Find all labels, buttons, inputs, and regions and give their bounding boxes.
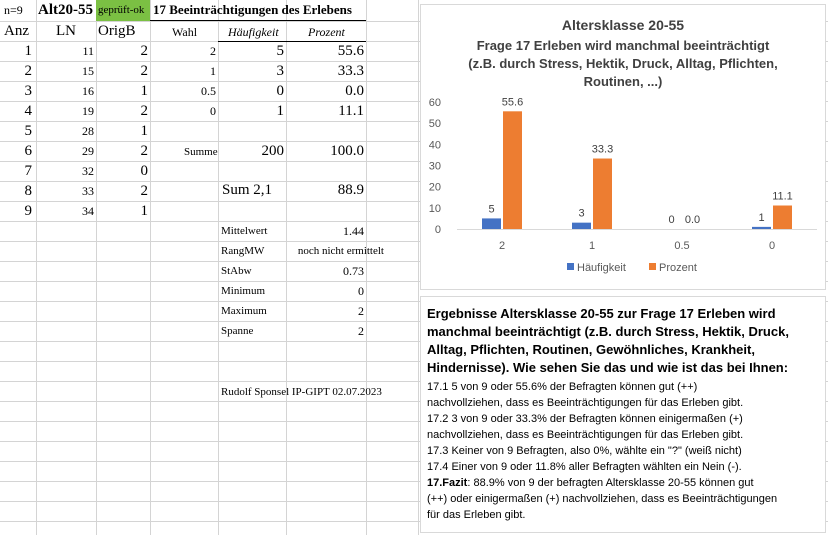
summe-prozent[interactable]: 100.0 (330, 143, 364, 159)
results-line: 17.2 3 von 9 oder 33.3% der Befragten können einigermaßen (+) (427, 413, 743, 425)
row-origb[interactable]: 2 (140, 183, 148, 199)
freq-prozent[interactable]: 55.6 (337, 43, 364, 59)
data-label: 55.6 (501, 96, 524, 109)
sum21-label[interactable]: Sum 2,1 (222, 182, 273, 198)
results-line: nachvollziehen, dass es Beeinträchtigungen für das Erleben gibt. (427, 397, 744, 409)
stat-value[interactable]: 1.44 (343, 224, 364, 238)
bar-haeufigkeit (482, 218, 501, 229)
y-tick-label: 40 (428, 139, 441, 152)
results-line: nachvollziehen, dass es Beeinträchtigungen für das Erleben gibt. (427, 429, 744, 441)
col-prozent[interactable]: Prozent (308, 25, 345, 39)
stat-value[interactable]: 0 (358, 284, 364, 298)
row-ln[interactable]: 34 (82, 204, 94, 218)
x-tick-label: 0 (768, 240, 776, 252)
freq-wahl[interactable]: 2 (210, 44, 216, 58)
freq-wahl[interactable]: 1 (210, 64, 216, 78)
data-label: 0 (668, 214, 675, 226)
row-ln[interactable]: 11 (82, 44, 94, 58)
row-ln[interactable]: 32 (82, 164, 94, 178)
col-haeufigkeit[interactable]: Häufigkeit (228, 25, 279, 39)
freq-prozent[interactable]: 11.1 (338, 103, 364, 119)
freq-wahl[interactable]: 0.5 (201, 84, 216, 98)
row-origb[interactable]: 2 (140, 103, 148, 119)
chart-subtitle-line-3: Routinen, ...) (583, 74, 663, 89)
n-count[interactable]: n=9 (4, 3, 23, 17)
row-origb[interactable]: 1 (140, 83, 148, 99)
row-ln[interactable]: 29 (82, 144, 94, 158)
data-label: 5 (488, 203, 495, 216)
sheet-title[interactable]: 17 Beeinträchtigungen des Erlebens (153, 2, 352, 17)
freq-haeufigkeit[interactable]: 0 (276, 83, 284, 99)
row-anz[interactable]: 5 (24, 123, 32, 139)
chart-subtitle-line-1: Frage 17 Erleben wird manchmal beeinträchtigt (476, 38, 770, 53)
col-wahl[interactable]: Wahl (172, 25, 198, 39)
summe-haeufigkeit[interactable]: 200 (261, 143, 284, 159)
results-textbox[interactable] (420, 296, 826, 533)
row-anz[interactable]: 3 (24, 83, 32, 99)
fazit-label: 17.Fazit (427, 477, 468, 489)
fazit-line: (++) oder einigermaßen (+) nachvollziehen, dass es Beeinträchtigungen (427, 493, 778, 505)
y-tick-label: 50 (428, 118, 441, 131)
bar-haeufigkeit (752, 227, 771, 229)
bar-chart[interactable] (420, 4, 826, 290)
stat-label[interactable]: Minimum (221, 285, 266, 297)
data-label: 11.1 (772, 190, 793, 203)
title-underline (150, 20, 366, 21)
freq-haeufigkeit[interactable]: 1 (276, 103, 284, 119)
stat-label[interactable]: StAbw (221, 265, 252, 277)
fazit-line (427, 475, 823, 491)
row-anz[interactable]: 6 (24, 143, 32, 159)
freq-haeufigkeit[interactable]: 3 (276, 63, 284, 79)
data-label: 3 (578, 207, 585, 220)
results-heading: Ergebnisse Altersklasse 20-55 zur Frage 17 Erleben wird manchmal beeinträchtigt (z.B. durch Stress, Hektik, Druck, Alltag, Pflichten, Routinen, Gewöhnliches, Krankheit, Hindernisse). Wie sehen Sie das und wie ist das bei Ihnen: (427, 306, 789, 375)
group-label[interactable]: Alt20-55 (38, 2, 93, 18)
stat-value[interactable]: noch nicht ermittelt (297, 245, 384, 257)
data-label: 33.3 (591, 143, 614, 156)
row-ln[interactable]: 28 (82, 124, 94, 138)
stat-label[interactable]: Maximum (221, 305, 267, 317)
legend-swatch (567, 263, 574, 270)
data-label: 1 (758, 211, 765, 224)
col-ln[interactable]: LN (56, 23, 76, 39)
y-tick-label: 60 (428, 97, 441, 109)
sum21-value[interactable]: 88.9 (337, 182, 364, 198)
summe-label[interactable]: Summe (184, 146, 218, 158)
row-anz[interactable]: 1 (24, 43, 32, 59)
row-ln[interactable]: 19 (82, 104, 94, 118)
x-tick-label: 2 (498, 240, 506, 252)
row-ln[interactable]: 16 (82, 84, 94, 98)
stat-label[interactable]: Spanne (221, 325, 254, 337)
data-label: 0.0 (684, 214, 701, 226)
x-tick-label: 0.5 (674, 240, 690, 252)
col-origb[interactable]: OrigB (98, 23, 136, 39)
row-ln[interactable]: 15 (82, 64, 94, 78)
legend-swatch (649, 263, 656, 270)
results-line: 17.4 Einer von 9 oder 11.8% aller Befragten wählten ein Nein (-). (427, 461, 742, 473)
y-tick-label: 30 (428, 160, 441, 173)
bar-prozent (593, 159, 612, 229)
legend-entry: Häufigkeit (577, 262, 626, 274)
stat-label[interactable]: RangMW (221, 245, 265, 257)
chart-title: Altersklasse 20-55 (561, 17, 685, 33)
freq-prozent[interactable]: 33.3 (337, 63, 364, 79)
stat-label[interactable]: Mittelwert (221, 225, 268, 237)
x-tick-label: 1 (588, 240, 596, 252)
author-line[interactable]: Rudolf Sponsel IP-GIPT 02.07.2023 (221, 386, 382, 398)
row-origb[interactable]: 1 (140, 203, 148, 219)
stat-value[interactable]: 2 (358, 324, 364, 338)
stat-value[interactable]: 0.73 (343, 264, 364, 278)
row-anz[interactable]: 7 (24, 163, 32, 179)
row-anz[interactable]: 9 (24, 203, 32, 219)
fazit-text: : 88.9% von 9 der befragten Altersklasse 20-55 können gut (467, 477, 754, 489)
results-line: 17.1 5 von 9 oder 55.6% der Befragten können gut (++) (427, 381, 698, 393)
stat-value[interactable]: 2 (358, 304, 364, 318)
row-origb[interactable]: 2 (140, 43, 148, 59)
legend-entry: Prozent (659, 262, 697, 274)
row-origb[interactable]: 0 (140, 163, 148, 179)
freq-haeufigkeit[interactable]: 5 (276, 43, 284, 59)
status-badge[interactable]: geprüft-ok (96, 0, 150, 21)
row-origb[interactable]: 1 (140, 123, 148, 139)
col-anz[interactable]: Anz (4, 23, 29, 39)
y-tick-label: 0 (434, 224, 441, 236)
fazit-line: für das Erleben gibt. (427, 509, 526, 521)
y-tick-label: 10 (428, 202, 441, 215)
chart-plot (421, 5, 825, 289)
bar-prozent (773, 206, 792, 229)
bar-prozent (503, 111, 522, 229)
row-anz[interactable]: 4 (24, 103, 32, 119)
chart-subtitle-line-2: (z.B. durch Stress, Hektik, Druck, Alltag, Pflichten, (468, 56, 778, 71)
results-line: 17.3 Keiner von 9 Befragten, also 0%, wählte ein "?" (weiß nicht) (427, 445, 742, 457)
freq-wahl[interactable]: 0 (210, 104, 216, 118)
freq-prozent[interactable]: 0.0 (345, 83, 364, 99)
row-anz[interactable]: 8 (24, 183, 32, 199)
bar-haeufigkeit (572, 223, 591, 229)
row-origb[interactable]: 2 (140, 143, 148, 159)
row-ln[interactable]: 33 (82, 184, 94, 198)
y-tick-label: 20 (428, 181, 441, 194)
row-anz[interactable]: 2 (24, 63, 32, 79)
row-origb[interactable]: 2 (140, 63, 148, 79)
